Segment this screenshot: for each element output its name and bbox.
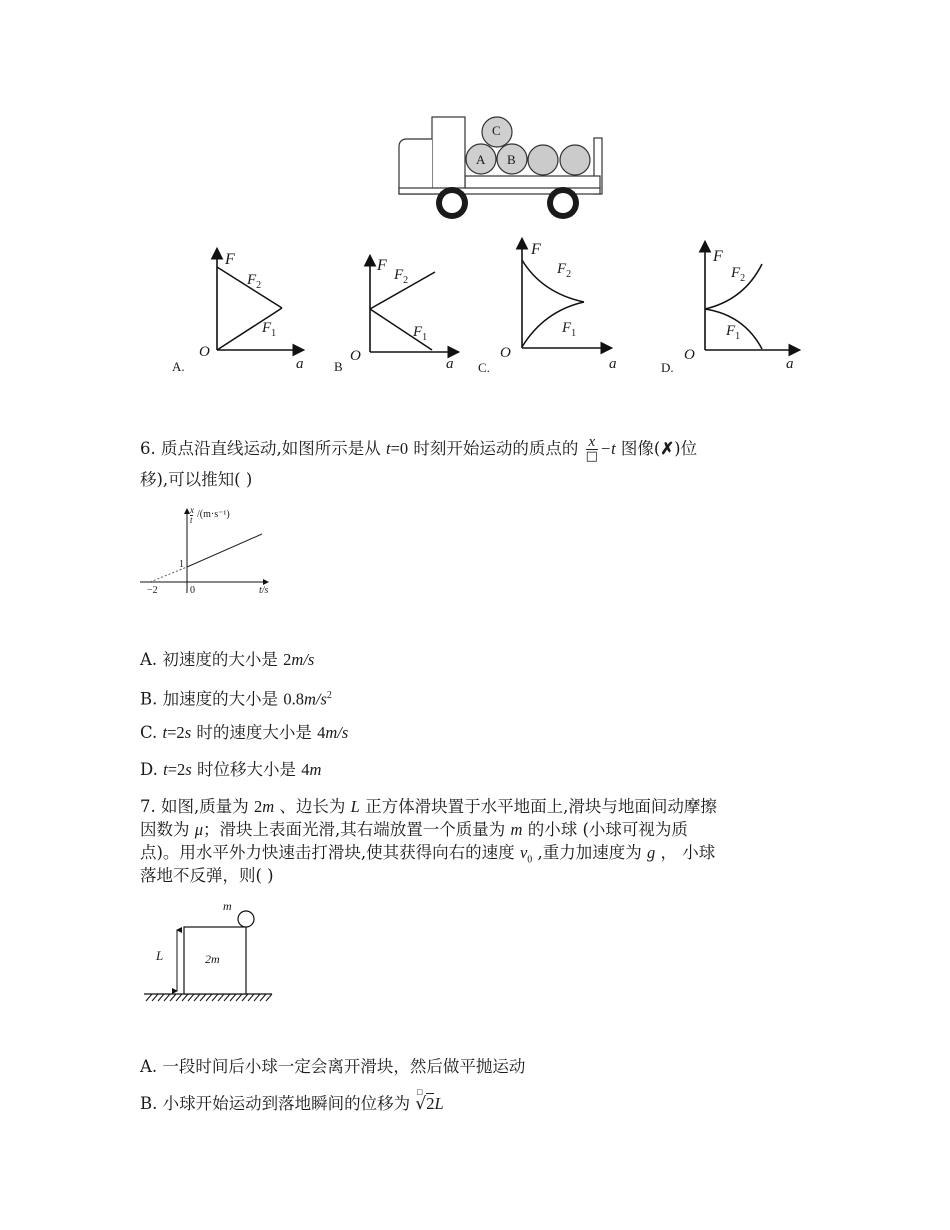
q6-graph-y-unit: /(m·s⁻¹) <box>197 509 230 520</box>
graph-c-x-label: a <box>609 356 617 372</box>
q6-option-b[interactable] <box>140 684 332 712</box>
graph-c-f2-main: F <box>557 261 567 277</box>
graph-a-f1-sub: 1 <box>271 328 277 339</box>
q6-graph-y-den: t <box>190 515 193 525</box>
q6-option-d-var: t <box>163 760 168 779</box>
q6-fraction <box>586 436 598 463</box>
q6-frac-tail: −t <box>599 439 616 458</box>
q6-option-c-prefix: C. <box>140 723 163 742</box>
q7-m: m <box>510 820 523 839</box>
q7-text-3c: ， 小球 <box>655 843 716 862</box>
q6-option-d-prefix: D. <box>140 760 164 779</box>
circle-label-c: C <box>492 123 501 138</box>
graph-b-f1-main: F <box>413 324 423 340</box>
q7-text-2a: 因数为 <box>140 820 195 839</box>
q6-graph <box>140 505 290 605</box>
q7-option-b-prefix: B. 小球开始运动到落地瞬间的位移为 <box>140 1094 416 1113</box>
q6-text-c: 图像( <box>615 439 661 458</box>
graph-c-f1 <box>562 320 576 339</box>
q6-graph-origin: 0 <box>190 585 195 596</box>
graph-d-f1-main: F <box>726 323 736 339</box>
q6-option-b-unit: m/s <box>304 689 327 709</box>
graph-a-f2 <box>247 272 261 291</box>
q6-text-b: 时刻开始运动的质点的 <box>408 439 584 458</box>
graph-a-f1-main: F <box>262 320 272 336</box>
q6-graph-y-num: x <box>190 505 194 515</box>
graph-b-f1-sub: 1 <box>422 332 428 343</box>
q6-t-var: t <box>385 439 391 458</box>
q6-option-c-var2: s <box>184 723 192 742</box>
graph-c-option-label: C. <box>478 360 490 375</box>
q7-block-label: 2m <box>205 952 220 966</box>
q6-option-d-eq: =2 <box>167 760 186 779</box>
q6-option-c-mid: 时的速度大小是 <box>191 723 318 742</box>
graph-b-x-label: a <box>446 356 454 372</box>
q6-option-c-eq: =2 <box>167 723 185 742</box>
graph-d-f2-sub: 2 <box>740 273 746 284</box>
q6-graph-x-tick-neg: −2 <box>147 585 158 596</box>
q7-v: v <box>519 843 528 862</box>
q6-option-a[interactable] <box>140 648 314 672</box>
graph-c-f1-sub: 1 <box>571 328 577 339</box>
q6-graph-y-tick: 1 <box>179 559 184 570</box>
graph-b-y-label: F <box>377 257 387 274</box>
q6-frac-den: □ <box>585 449 598 464</box>
q7-mass-unit: m <box>262 797 275 816</box>
q6-option-c[interactable] <box>140 721 348 745</box>
q7-height-label: L <box>156 948 164 963</box>
q6-text-a: 6. 质点沿直线运动,如图所示是从 <box>140 439 386 458</box>
q7-text-1c: 正方体滑块置于水平地面上,滑块与地面间动摩擦 <box>359 797 717 816</box>
graph-d-f1 <box>726 323 740 342</box>
q6-option-c-unit: m/s <box>325 723 349 742</box>
circle-label-b: B <box>507 152 516 167</box>
graph-option-a <box>170 245 315 380</box>
graph-a-option-label: A. <box>172 359 185 374</box>
q7-L: L <box>350 797 360 816</box>
q7-option-b[interactable] <box>140 1088 444 1116</box>
q6-text-d: )位 <box>674 439 698 458</box>
graph-b-f1 <box>413 324 427 343</box>
q6-option-c-var: t <box>162 723 168 742</box>
graph-c-f1-main: F <box>562 320 572 336</box>
q7-text-3b: ,重力加速度为 <box>532 843 648 862</box>
q7-option-b-radical <box>415 1088 435 1116</box>
q7-text-2b: ；滑块上表面光滑,其右端放置一个质量为 <box>203 820 511 839</box>
q7-stem-line4: 落地不反弹，则( ) <box>140 866 274 885</box>
q7-text-1a: 7. 如图,质量为 <box>140 797 254 816</box>
graph-c-svg <box>476 235 626 380</box>
q7-option-b-var: L <box>434 1094 444 1113</box>
graph-a-f1 <box>262 320 276 339</box>
q6-option-a-prefix: A. 初速度的大小是 <box>140 650 284 669</box>
q7-text-3a: 点)。用水平外力快速击打滑块,使其获得向右的速度 <box>140 843 520 862</box>
circle-label-a: A <box>476 152 486 167</box>
graph-d-y-label: F <box>713 248 723 265</box>
graph-b-f2 <box>394 267 408 286</box>
graph-d-f2-main: F <box>731 265 741 281</box>
q7-mu: μ <box>194 820 204 839</box>
graph-d-f2 <box>731 265 745 284</box>
graph-a-svg <box>170 245 315 380</box>
q6-option-d-unit: m <box>309 760 322 779</box>
q6-option-b-sup: 2 <box>326 690 332 701</box>
q7-option-b-root-index: □ <box>416 1088 423 1096</box>
q6-option-c-value: 4 <box>317 723 326 742</box>
graph-option-d <box>658 235 808 380</box>
graph-a-f2-sub: 2 <box>256 280 262 291</box>
q6-option-b-prefix: B. 加速度的大小是 <box>140 689 284 709</box>
graph-a-x-label: a <box>296 356 304 372</box>
q7-ball-label: m <box>223 899 232 913</box>
graph-d-x-label: a <box>786 356 794 372</box>
graph-d-option-label: D. <box>661 360 674 375</box>
q6-option-b-value: 0.8 <box>283 689 304 709</box>
q6-stem-line2: 移),可以推知( ) <box>140 470 253 489</box>
q7-text-1b: 、边长为 <box>274 797 351 816</box>
q7-v-sub: 0 <box>527 854 533 866</box>
graph-a-origin: O <box>199 344 210 360</box>
q7-figure <box>140 897 280 1009</box>
q7-text-2c: 的小球 (小球可视为质 <box>522 820 688 839</box>
graph-b-f2-sub: 2 <box>403 275 409 286</box>
graph-a-f2-main: F <box>247 272 257 288</box>
q7-stem-line2 <box>140 818 688 842</box>
q7-mass: 2 <box>253 797 263 816</box>
q6-t-eq: =0 <box>390 439 409 458</box>
q6-option-a-value: 2 <box>283 650 292 669</box>
q6-stem-line1 <box>140 436 697 463</box>
q6-option-a-unit: m/s <box>291 650 315 669</box>
q6-frac-num: x <box>588 434 596 450</box>
graph-option-b <box>330 245 475 380</box>
q7-option-b-radicand: 2 <box>426 1094 435 1113</box>
graph-c-y-label: F <box>531 241 541 258</box>
truck-figure <box>395 112 610 224</box>
q7-stem-line1 <box>140 795 717 819</box>
q6-option-d-value: 4 <box>301 760 310 779</box>
graph-d-origin: O <box>684 347 695 363</box>
q6-option-d[interactable] <box>140 758 321 782</box>
radical-sign-icon: √ <box>415 1094 427 1114</box>
graph-b-f2-main: F <box>394 267 404 283</box>
graph-b-origin: O <box>350 348 361 364</box>
graph-a-y-label: F <box>225 251 235 268</box>
q6-mark: ✗ <box>660 439 675 458</box>
q7-g: g <box>647 843 656 862</box>
graph-c-f2 <box>557 261 571 280</box>
graph-option-c <box>476 235 626 380</box>
graph-b-option-label: B <box>334 359 343 374</box>
graph-c-origin: O <box>500 345 511 361</box>
graph-c-f2-sub: 2 <box>566 269 572 280</box>
q6-option-d-mid: 时位移大小是 <box>191 760 302 779</box>
q7-option-a[interactable]: A. 一段时间后小球一定会离开滑块，然后做平抛运动 <box>140 1057 526 1076</box>
q6-graph-x-label: t/s <box>259 585 269 596</box>
q6-option-d-var2: s <box>185 760 192 779</box>
graph-d-f1-sub: 1 <box>735 331 741 342</box>
